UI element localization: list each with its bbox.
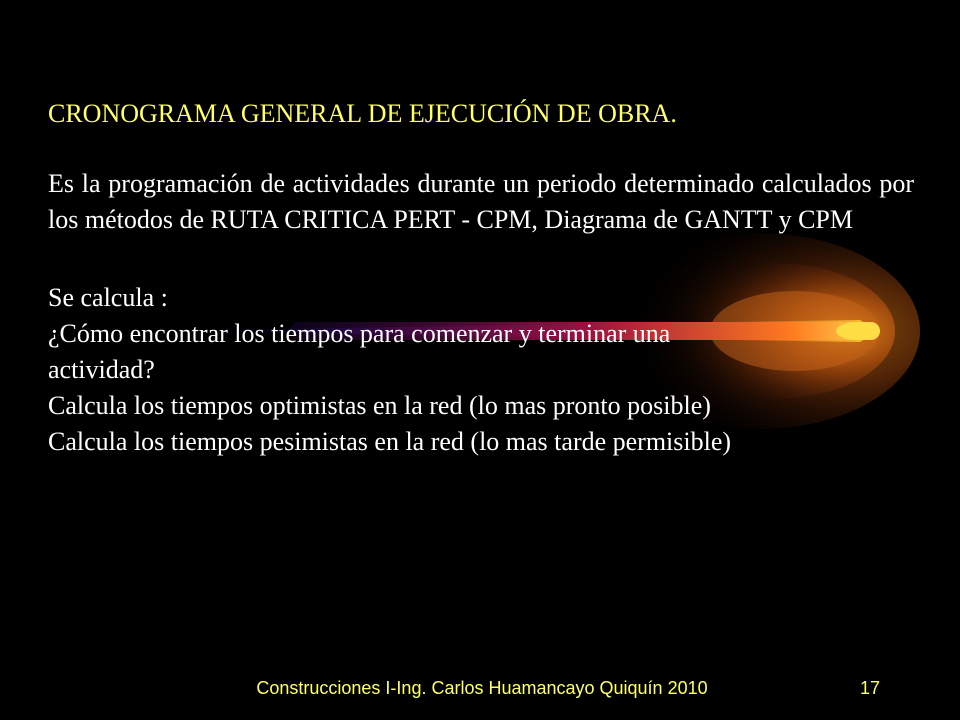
question-line-1: ¿Cómo encontrar los tiempos para comenzar y terminar una <box>48 319 671 348</box>
calc-optimistic: Calcula los tiempos optimistas en la red (lo mas pronto posible) <box>48 391 711 420</box>
question-line-2: actividad? <box>48 355 155 384</box>
footer-text: Construcciones I-Ing. Carlos Huamancayo Quiquín 2010 <box>256 678 708 698</box>
page-number: 17 <box>859 678 881 698</box>
calc-pessimistic: Calcula los tiempos pesimistas en la red (lo mas tarde permisible) <box>48 427 732 456</box>
slide-content <box>48 96 914 460</box>
calc-heading: Se calcula : <box>48 283 168 312</box>
intro-paragraph: Es la programación de actividades durante un periodo determinado calculados por los métodos de RUTA CRITICA PERT - CPM, Diagrama de GANTT y CPM <box>48 169 914 234</box>
slide-title: CRONOGRAMA GENERAL DE EJECUCIÓN DE OBRA. <box>48 99 677 128</box>
calculation-list <box>48 280 914 460</box>
